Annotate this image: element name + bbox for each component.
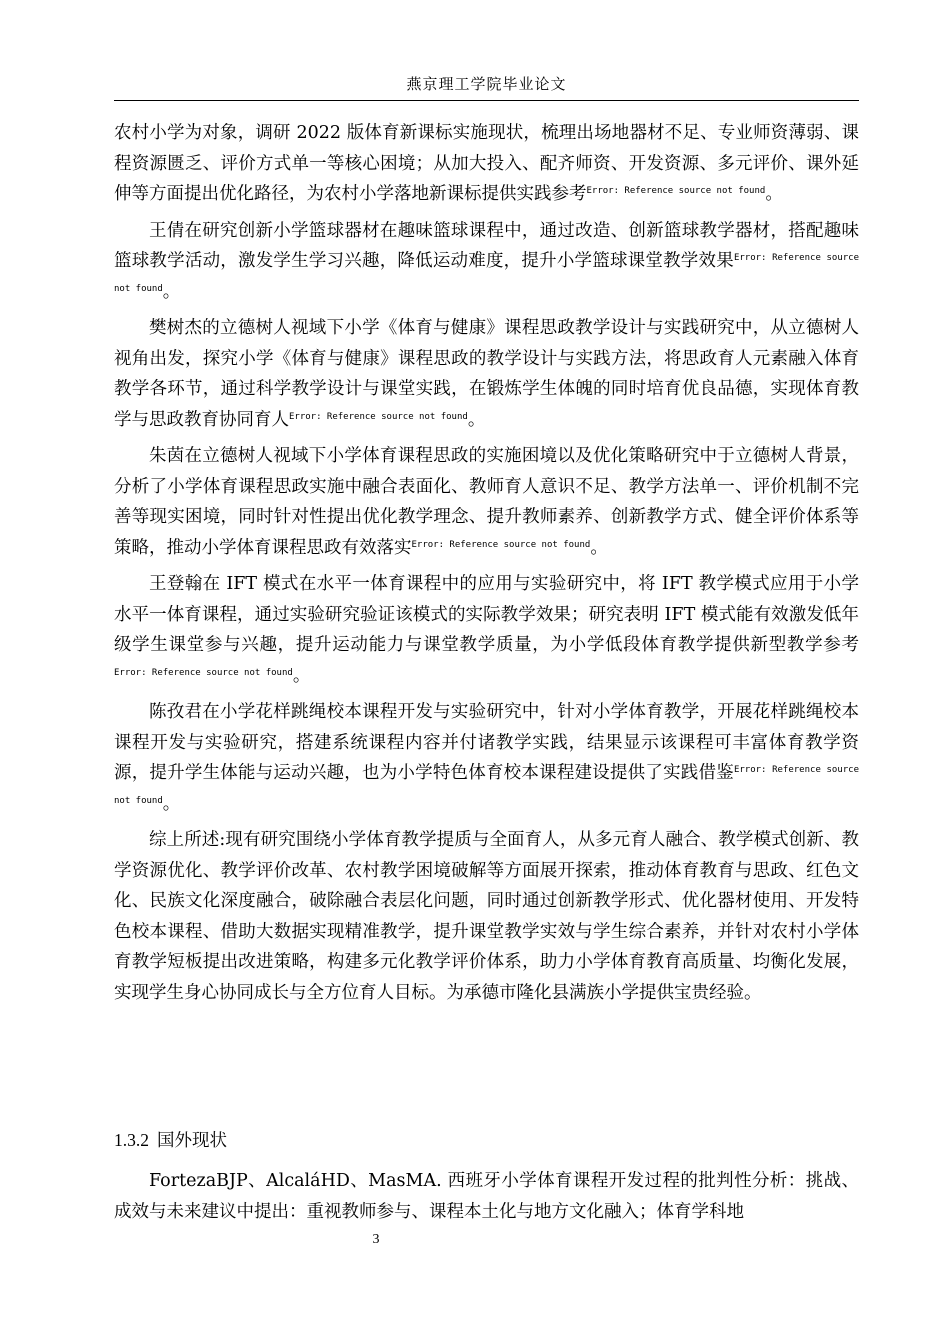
paragraph (114, 569, 859, 691)
section-number: 1.3.2 (114, 1130, 149, 1150)
header-rule (114, 100, 859, 101)
page-number (0, 1232, 950, 1248)
citation-error: Error: Reference source not found (114, 667, 293, 678)
citation-error: Error: Reference source not found (289, 411, 468, 422)
paragraph-end: 。 (467, 409, 486, 430)
paragraph: FortezaBJP、AlcaláHD、MasMA. 西班牙小学体育课程开发过程的批判性分析：挑战、成效与未来建议中提出：重视教师参与、课程本土化与地方文化融入；体育学科地 (114, 1171, 859, 1222)
paragraph (114, 216, 859, 308)
paragraph-text: 农村小学为对象，调研 2022 版体育新课标实施现状，梳理出场地器材不足、专业师资薄弱、课程资源匮乏、评价方式单一等核心困境；从加大投入、配齐师资、开发资源、多元评价、课外延伸等方面提出优化路径，为农村小学落地新课标提供实践参考 (114, 123, 859, 204)
page-number-text: 3 (372, 1232, 380, 1247)
paragraph (114, 118, 859, 210)
foreign-status-text (114, 1166, 859, 1227)
body-text (114, 118, 859, 1008)
paragraph (114, 697, 859, 819)
section-heading (114, 1127, 227, 1152)
paragraph-end: 。 (590, 537, 608, 558)
paragraph-text: 樊树杰的立德树人视域下小学《体育与健康》课程思政教学设计与实践研究中，从立德树人视角出发，探究小学《体育与健康》课程思政的教学设计与实践方法，将思政育人元素融入体育教学各环节，通过科学教学设计与课堂实践，在锻炼学生体魄的同时培育优良品德，实现体育教学与思政教育协同育人 (114, 318, 859, 430)
citation-error: Error: Reference source not found (114, 253, 860, 294)
page-header: 燕京理工学院毕业论文 (406, 75, 567, 93)
citation-error: Error: Reference source not found (411, 539, 591, 550)
paragraph-text: 王倩在研究创新小学篮球器材在趣味篮球课程中，通过改造、创新篮球教学器材，搭配趣味篮球教学活动，激发学生学习兴趣，降低运动难度，提升小学篮球课堂教学效果 (114, 220, 859, 271)
paragraph (114, 441, 859, 563)
paragraph-text: 陈孜君在小学花样跳绳校本课程开发与实验研究中，针对小学体育教学，开展花样跳绳校本课程开发与实验研究，搭建系统课程内容并付诸教学实践，结果显示该课程可丰富体育教学资源，提升学生体能与运动兴趣，也为小学特色体育校本课程建设提供了实践借鉴 (114, 702, 859, 783)
paragraph-text: 朱茵在立德树人视域下小学体育课程思政的实施困境以及优化策略研究中于立德树人背景，分析了小学体育课程思政实施中融合表面化、教师育人意识不足、教学方法单一、评价机制不完善等现实困境，同时针对性提出优化教学理念、提升教师素养、创新教学方式、健全评价体系等策略，推动小学体育课程思政有效落实 (114, 446, 859, 558)
section-title: 国外现状 (157, 1131, 227, 1151)
citation-error: Error: Reference source not found (114, 765, 860, 806)
paragraph (114, 313, 859, 435)
paragraph-end: 。 (765, 184, 783, 204)
paragraph-end: 。 (162, 281, 181, 302)
paragraph (114, 825, 859, 1008)
paragraph-end: 。 (292, 665, 311, 686)
paragraph-text: 综上所述:现有研究围绕小学体育教学提质与全面育人，从多元育人融合、教学模式创新、教学资源优化、教学评价改革、农村教学困境破解等方面展开探索，推动体育教育与思政、红色文化、民族文化深度融合，破除融合表层化问题，同时通过创新教学形式、优化器材使用、开发特色校本课程、借助大数据实现精准教学，提升课堂教学实效与学生综合素养，并针对农村小学体育教学短板提出改进策略，构建多元化教学评价体系，助力小学体育教育高质量、均衡化发展，实现学生身心协同成长与全方位育人目标。为承德市隆化县满族小学提供宝贵经验。 (114, 830, 859, 1003)
citation-error: Error: Reference source not found (586, 186, 766, 196)
paragraph-text: 王登翰在 IFT 模式在水平一体育课程中的应用与实验研究中，将 IFT 教学模式应用于小学水平一体育课程，通过实验研究验证该模式的实际教学效果；研究表明 IFT 模式能有效激发低年级学生课堂参与兴趣，提升运动能力与课堂教学质量，为小学低段体育教学提供新型教学参考 (114, 574, 859, 655)
paragraph-end: 。 (162, 793, 181, 814)
